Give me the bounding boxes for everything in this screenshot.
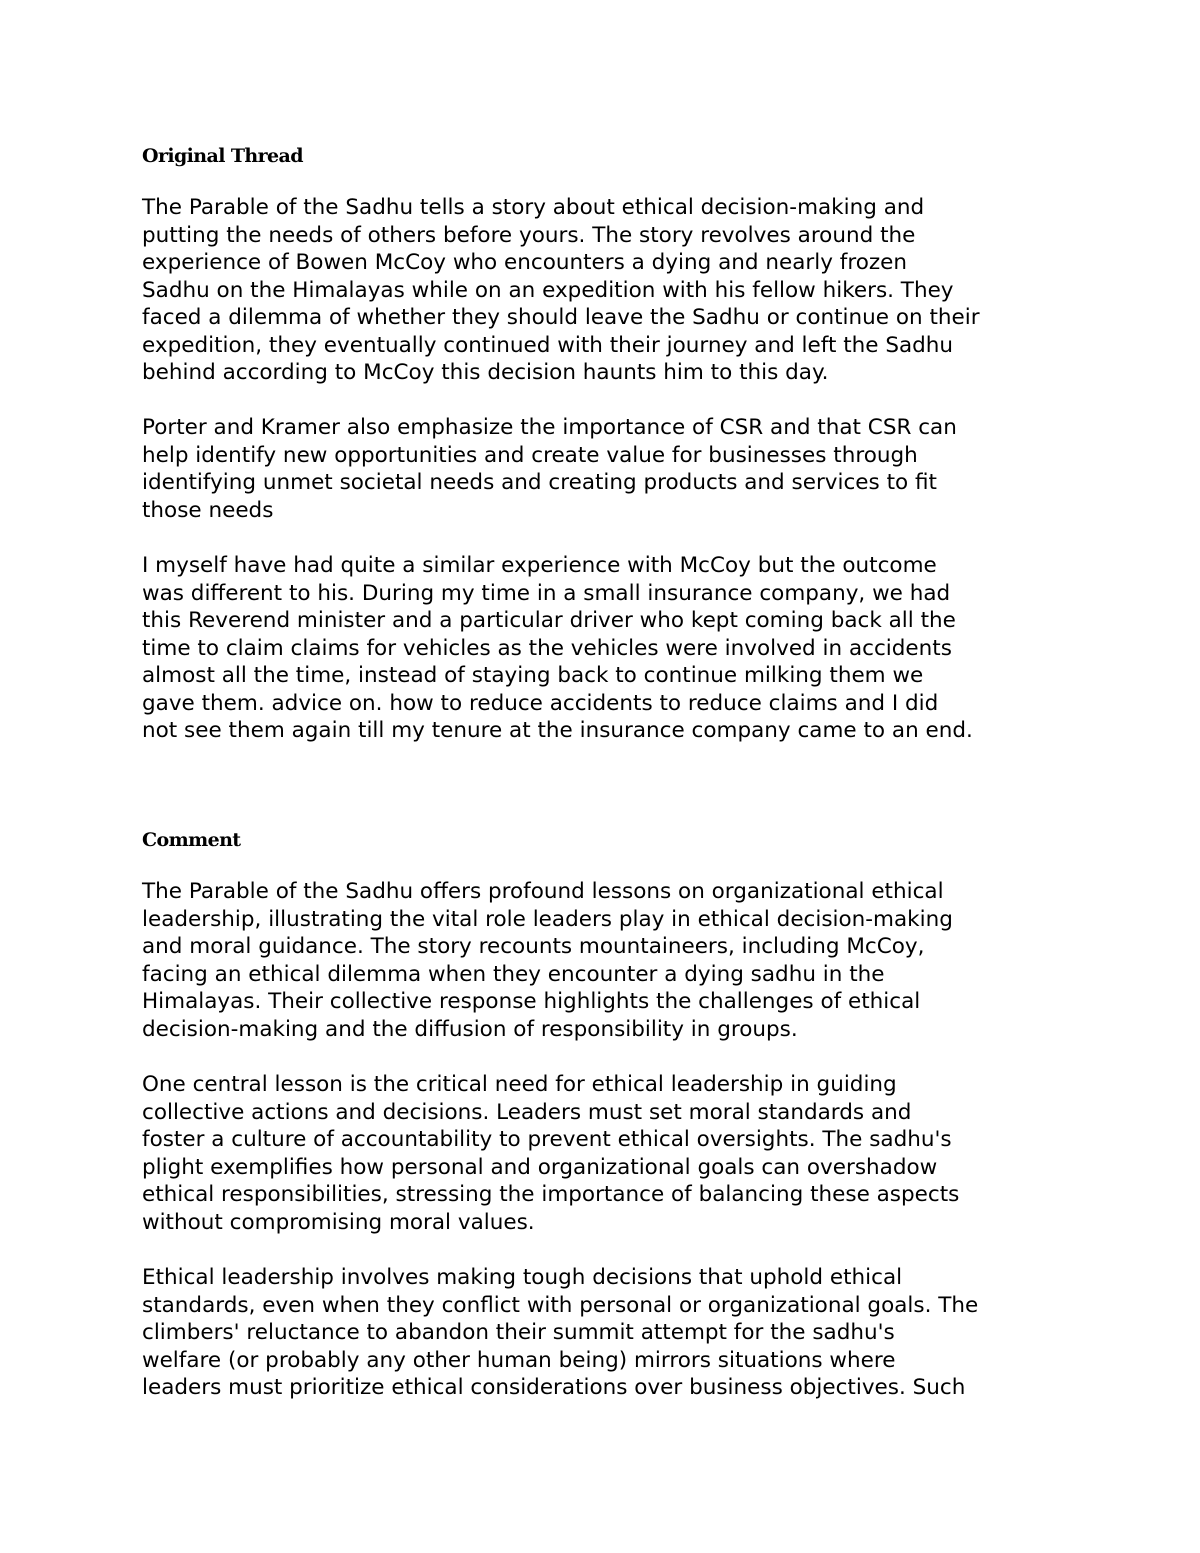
text-line: I myself have had quite a similar experience with McCoy but the outcome xyxy=(142,553,937,578)
text-line: Sadhu on the Himalayas while on an expedition with his fellow hikers. They xyxy=(142,277,954,303)
text-line: plight exemplifies how personal and organizational goals can overshadow xyxy=(142,1154,938,1180)
text-line: identifying unmet societal needs and creating products and services to fit xyxy=(142,470,937,495)
text-line: collective actions and decisions. Leaders must set moral standards and xyxy=(142,1099,912,1125)
text-line: foster a culture of accountability to prevent ethical oversights. The sadhu's xyxy=(142,1127,952,1152)
text-line: Ethical leadership involves making tough decisions that uphold ethical xyxy=(142,1265,903,1290)
text-line: The Parable of the Sadhu offers profound lessons on organizational ethical xyxy=(142,879,944,904)
comment-paragraph-2 xyxy=(142,1071,959,1236)
text-line: time to claim claims for vehicles as the vehicles were involved in accidents xyxy=(142,635,952,661)
text-line: leaders must prioritize ethical considerations over business objectives. Such xyxy=(142,1375,966,1400)
thread-paragraph-3 xyxy=(142,552,973,745)
text-line: decision-making and the diffusion of responsibility in groups. xyxy=(142,1016,798,1042)
text-line: welfare (or probably any other human being) mirrors situations where xyxy=(142,1347,896,1373)
text-line: and moral guidance. The story recounts mountaineers, including McCoy, xyxy=(142,934,925,959)
text-line: Porter and Kramer also emphasize the importance of CSR and that CSR can xyxy=(142,415,957,440)
text-line: gave them. advice on. how to reduce accidents to reduce claims and I did xyxy=(142,690,939,716)
thread-paragraph-1 xyxy=(142,194,980,387)
original-thread-heading: Original Thread xyxy=(142,145,303,167)
text-line: experience of Bowen McCoy who encounters a dying and nearly frozen xyxy=(142,250,908,275)
text-line: not see them again till my tenure at the insurance company came to an end. xyxy=(142,718,973,743)
text-line: almost all the time, instead of staying back to continue milking them we xyxy=(142,663,924,688)
text-line: One central lesson is the critical need for ethical leadership in guiding xyxy=(142,1072,897,1097)
thread-paragraph-2 xyxy=(142,414,957,524)
text-line: leadership, illustrating the vital role leaders play in ethical decision-making xyxy=(142,906,953,932)
text-line: faced a dilemma of whether they should leave the Sadhu or continue on their xyxy=(142,305,980,330)
text-line: without compromising moral values. xyxy=(142,1209,535,1235)
text-line: putting the needs of others before yours. The story revolves around the xyxy=(142,222,916,248)
text-line: expedition, they eventually continued with their journey and left the Sadhu xyxy=(142,332,954,358)
text-line: this Reverend minister and a particular driver who kept coming back all the xyxy=(142,608,956,633)
text-line: help identify new opportunities and create value for businesses through xyxy=(142,442,918,468)
text-line: ethical responsibilities, stressing the importance of balancing these aspects xyxy=(142,1182,960,1207)
text-line: standards, even when they conflict with personal or organizational goals. The xyxy=(142,1292,979,1318)
text-line: was different to his. During my time in a small insurance company, we had xyxy=(142,580,951,606)
comment-heading: Comment xyxy=(142,829,241,851)
text-line: facing an ethical dilemma when they encounter a dying sadhu in the xyxy=(142,961,885,987)
text-line: those needs xyxy=(142,497,274,523)
text-line: behind according to McCoy this decision haunts him to this day. xyxy=(142,360,829,385)
text-line: Himalayas. Their collective response highlights the challenges of ethical xyxy=(142,989,921,1014)
comment-paragraph-1 xyxy=(142,878,953,1043)
text-line: climbers' reluctance to abandon their summit attempt for the sadhu's xyxy=(142,1320,895,1345)
text-line: The Parable of the Sadhu tells a story about ethical decision-making and xyxy=(142,195,925,220)
comment-paragraph-3 xyxy=(142,1264,978,1402)
